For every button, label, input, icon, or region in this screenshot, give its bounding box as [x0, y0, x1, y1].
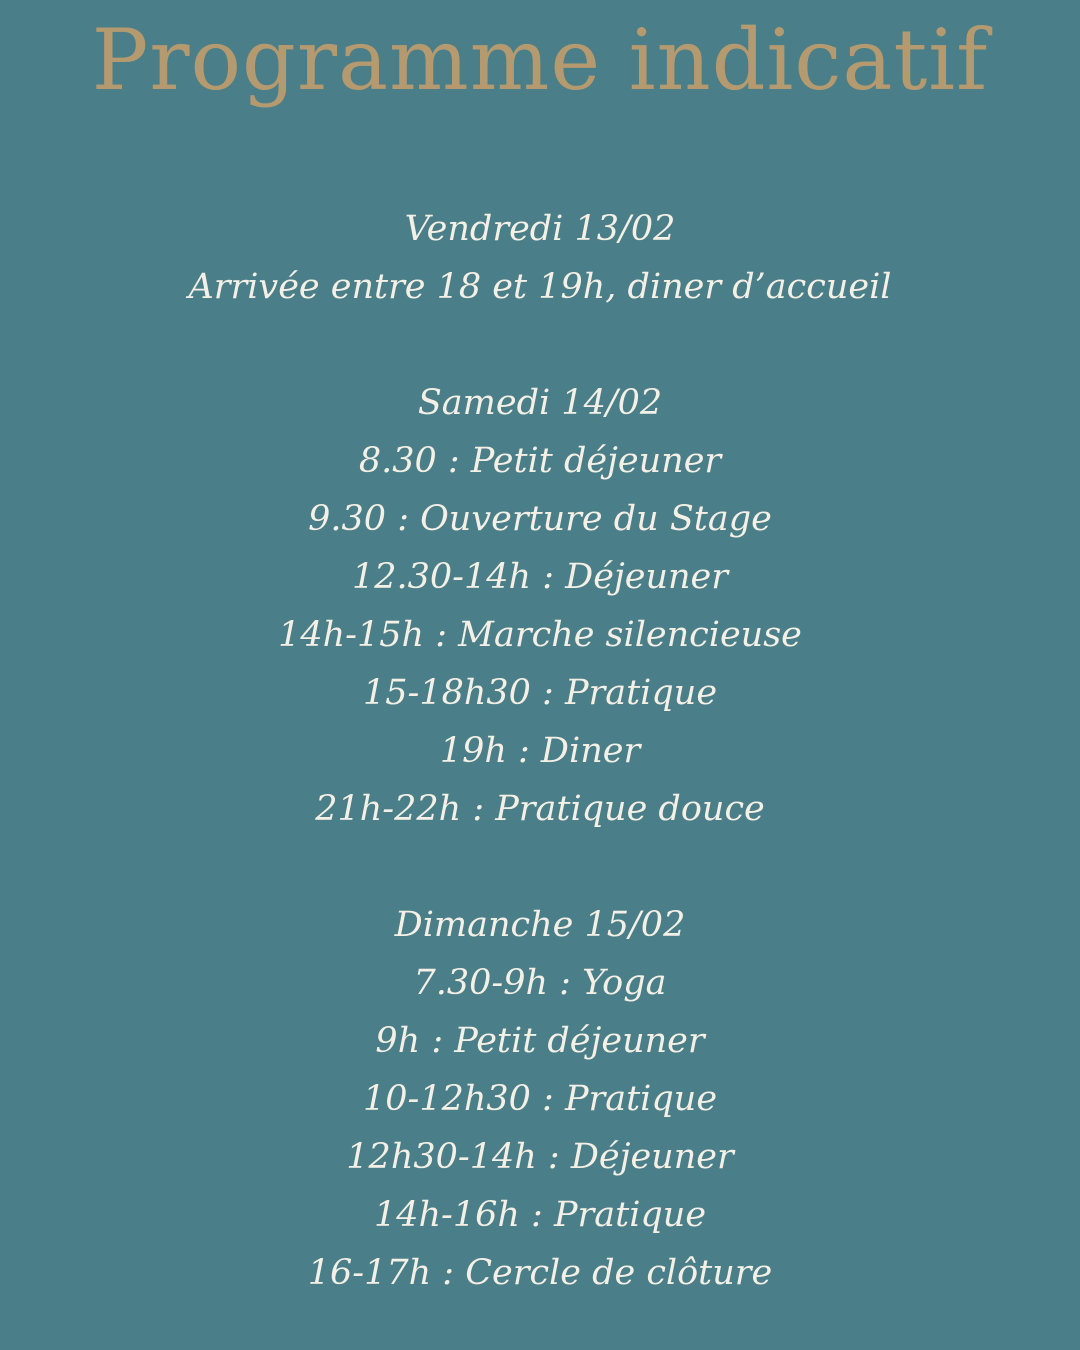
- schedule: [0, 200, 1080, 1302]
- schedule-line: 12h30-14h : Déjeuner: [346, 1137, 734, 1177]
- day-saturday: [0, 374, 1080, 838]
- schedule-line: 9.30 : Ouverture du Stage: [308, 499, 772, 539]
- day-heading-saturday: Samedi 14/02: [417, 383, 663, 423]
- day-heading-friday: Vendredi 13/02: [404, 209, 676, 249]
- section-spacer: [0, 838, 1080, 896]
- schedule-line: 21h-22h : Pratique douce: [315, 789, 765, 829]
- schedule-line: 10-12h30 : Pratique: [362, 1079, 718, 1119]
- day-friday: [0, 200, 1080, 316]
- day-sunday: [0, 896, 1080, 1302]
- day-heading-sunday: Dimanche 15/02: [394, 905, 686, 945]
- schedule-line: 8.30 : Petit déjeuner: [358, 441, 722, 481]
- schedule-line: 14h-15h : Marche silencieuse: [278, 615, 802, 655]
- schedule-line: 19h : Diner: [439, 731, 641, 771]
- schedule-line: 16-17h : Cercle de clôture: [307, 1253, 773, 1293]
- schedule-line: 7.30-9h : Yoga: [413, 963, 667, 1003]
- schedule-line: 12.30-14h : Déjeuner: [351, 557, 728, 597]
- page-title: Programme indicatif: [91, 11, 989, 109]
- schedule-line: Arrivée entre 18 et 19h, diner d’accueil: [188, 267, 892, 307]
- schedule-line: 14h-16h : Pratique: [373, 1195, 707, 1235]
- section-spacer: [0, 316, 1080, 374]
- schedule-line: 9h : Petit déjeuner: [375, 1021, 705, 1061]
- schedule-line: 15-18h30 : Pratique: [362, 673, 718, 713]
